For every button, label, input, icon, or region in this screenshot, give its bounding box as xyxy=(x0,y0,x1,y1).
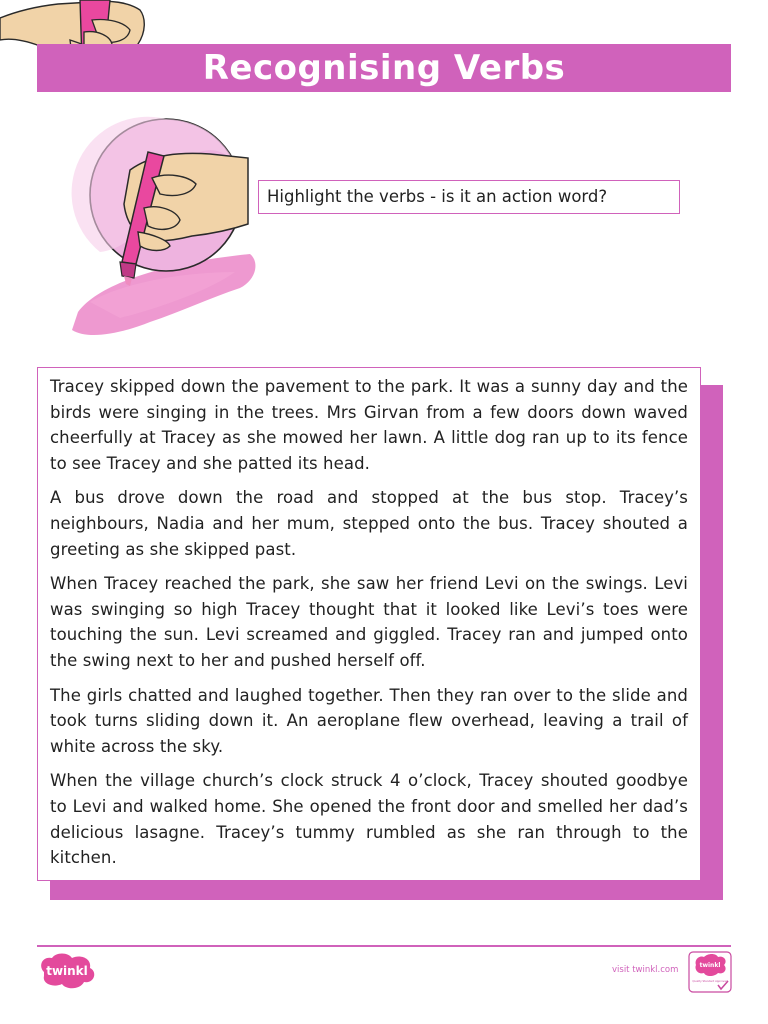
instruction-text: Highlight the verbs - is it an action word? xyxy=(267,187,608,206)
title-banner xyxy=(37,44,731,92)
footer-divider xyxy=(37,945,731,947)
story-paragraph-3: When Tracey reached the park, she saw her friend Levi on the swings. Levi was swinging so high Tracey thought that it looked like Levi’s toes were touching the sun. Levi screamed and giggled. Tracey ran and jumped onto the swing next to her and pushed herself off. xyxy=(50,574,688,670)
twinkl-logo[interactable] xyxy=(36,952,98,990)
story-paragraph-2: A bus drove down the road and stopped at the bus stop. Tracey’s neighbours, Nadia and her mum, stepped onto the bus. Tracey shouted a greeting as she skipped past. xyxy=(50,488,688,559)
story-paragraph-4: The girls chatted and laughed together. Then they ran over to the slide and took turns sliding down it. An aeroplane flew overhead, leaving a trail of white across the sky. xyxy=(50,685,688,756)
badge-caption: Quality Standard Approved xyxy=(692,980,728,983)
instruction-box xyxy=(258,180,680,214)
story-paragraph-5: When the village church’s clock struck 4 o’clock, Tracey shouted goodbye to Levi and walked home. She opened the front door and smelled her dad’s delicious lasagne. Tracey’s tummy rumbled as she ran through to the kitchen. xyxy=(50,771,688,868)
story-text-box xyxy=(37,367,701,881)
quality-badge-icon xyxy=(688,951,732,993)
badge-logo-text: twinkl xyxy=(699,962,721,969)
story-paragraph-1: Tracey skipped down the pavement to the park. It was a sunny day and the birds were singing in the trees. Mrs Girvan from a few doors down waved cheerfully at Tracey as she mowed her lawn. A little dog ran up to its fence to see Tracey and she patted its head. xyxy=(50,377,688,473)
logo-text: twinkl xyxy=(46,964,88,978)
footer-url-link[interactable]: visit twinkl.com xyxy=(612,965,679,975)
highlighter-circle-illustration xyxy=(60,112,270,352)
page-title: Recognising Verbs xyxy=(202,48,566,88)
